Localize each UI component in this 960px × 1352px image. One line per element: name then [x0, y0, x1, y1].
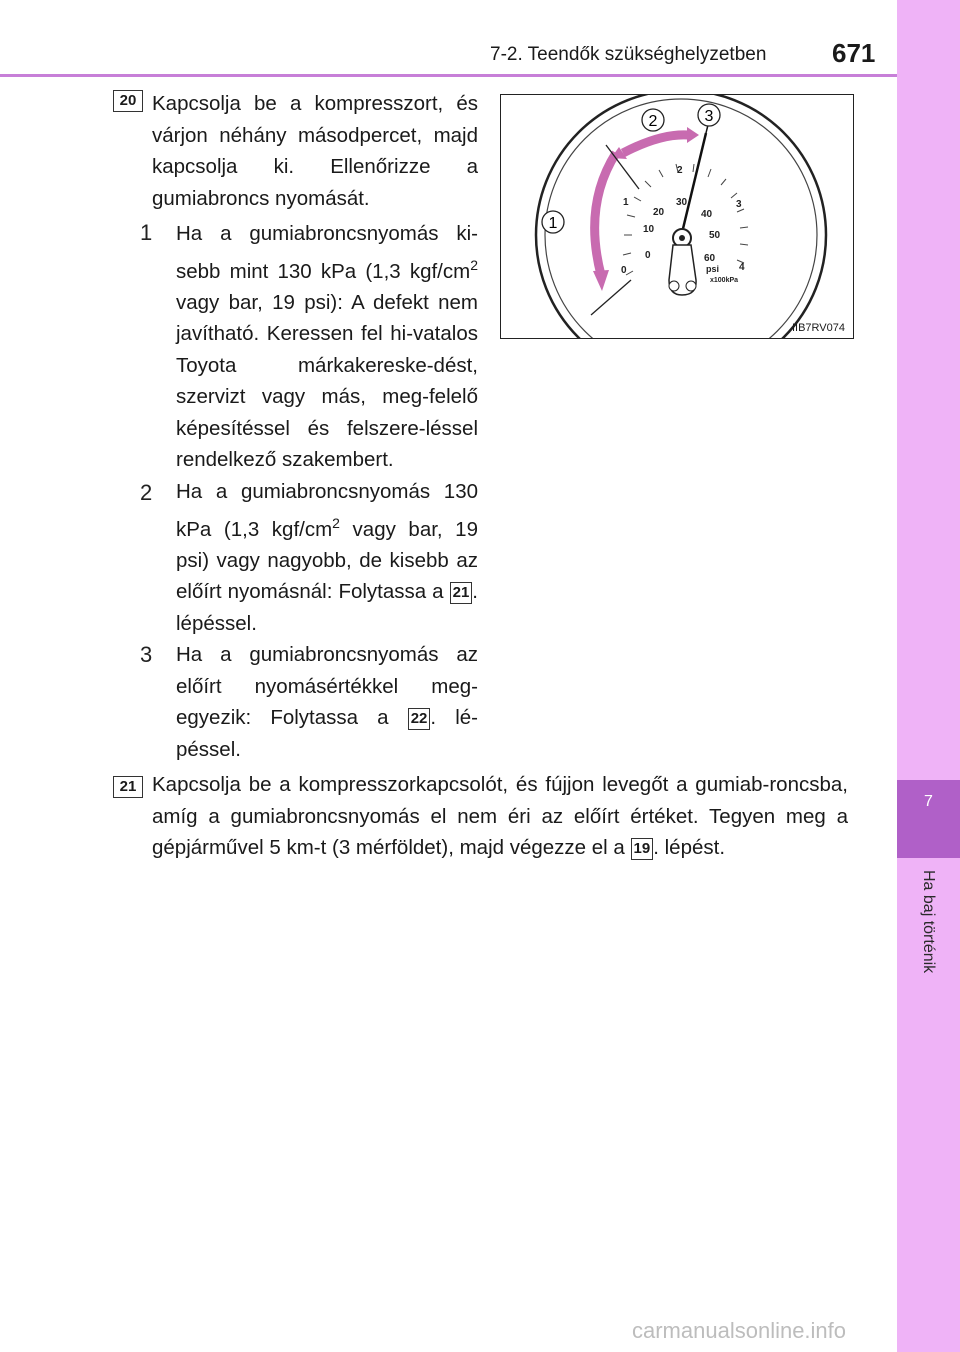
callout-2 [642, 109, 664, 131]
page-number: 671 [832, 38, 876, 68]
ref-step-22: 22 [408, 708, 431, 730]
gauge-illustration [501, 95, 853, 338]
sub-item-1-number: 1 [140, 220, 153, 245]
header-rule [0, 74, 897, 77]
step-20-text: Kapcsolja be a kompresszort, és várjon néhány másodpercet, majd kapcsolja ki. Ellenőrizze a gumiabroncs nyomását. [152, 92, 478, 210]
unit-kpa: x100kPa [710, 277, 739, 284]
inner-scale-50: 50 [709, 230, 721, 241]
gauge-figure [500, 94, 854, 339]
outer-scale-2: 2 [677, 165, 683, 176]
sub-item-2-number: 2 [140, 480, 153, 505]
unit-psi: psi [706, 264, 720, 274]
outer-scale-4: 4 [739, 262, 745, 273]
sub-item-3-text: Ha a gumiabroncsnyomás az előírt nyomásértékkel meg-egyezik: Folytassa a 22 . lé-péssel. [176, 643, 478, 761]
inner-scale-30: 30 [676, 197, 688, 208]
svg-text:1: 1 [548, 215, 558, 232]
figure-code: IIB7RV074 [791, 322, 845, 334]
sub-item-2-text: Ha a gumiabroncsnyomás 130 kPa (1,3 kgf/$cm^2$ vagy bar, 19 psi) vagy nagyobb, de kisebb az előírt nyomásnál: Folytassa a 21 . lépéssel. [176, 480, 478, 635]
svg-text:2: 2 [648, 113, 658, 130]
chapter-number: 7 [924, 793, 933, 810]
outer-scale-3: 3 [736, 199, 742, 210]
inner-scale-10: 10 [643, 224, 655, 235]
chapter-title: Ha baj történik [920, 870, 937, 974]
callout-3 [698, 104, 720, 126]
chapter-box [897, 780, 960, 858]
callout-1-arrow [595, 153, 616, 275]
svg-text:3: 3 [704, 108, 714, 125]
side-tab [897, 0, 960, 1352]
watermark: carmanualsonline.info [632, 1318, 847, 1343]
sub-item-1-text: Ha a gumiabroncsnyomás ki-sebb mint 130 kPa (1,3 kgf/$cm^2$ vagy bar, 19 psi): A defekt nem javítható. Keressen fel hi-vatalos Toyota márkakereske-dést, szervizt vagy más, meg-felelő képesítéssel és felszere-léssel rendelkező szakembert. [176, 222, 478, 472]
callout-1 [542, 211, 564, 233]
outer-scale-1: 1 [623, 197, 629, 208]
zone-divider-high [591, 280, 631, 315]
section-title: 7-2. Teendők szükséghelyzetben [490, 44, 767, 65]
ref-step-19: 19 [631, 838, 654, 860]
step-21-text: Kapcsolja be a kompresszorkapcsolót, és fújjon levegőt a gumiab-roncsba, amíg a gumiabroncsnyomás el nem éri az előírt értéket. Tegyen meg a gépjárművel 5 km-t (3 mérföldet), majd végezze el a 19 . lépést. [152, 773, 848, 859]
inner-scale-40: 40 [701, 209, 713, 220]
callout-2-arrow [623, 135, 689, 153]
inner-scale-60: 60 [704, 253, 716, 264]
gauge-needle [681, 133, 706, 237]
outer-scale-0: 0 [621, 265, 627, 276]
inner-scale-0: 0 [645, 250, 651, 261]
step-20-label: 20 [113, 90, 143, 112]
ref-step-21: 21 [450, 582, 473, 604]
inner-scale-20: 20 [653, 207, 665, 218]
sub-item-3-number: 3 [140, 642, 153, 667]
step-21-label: 21 [113, 776, 143, 798]
